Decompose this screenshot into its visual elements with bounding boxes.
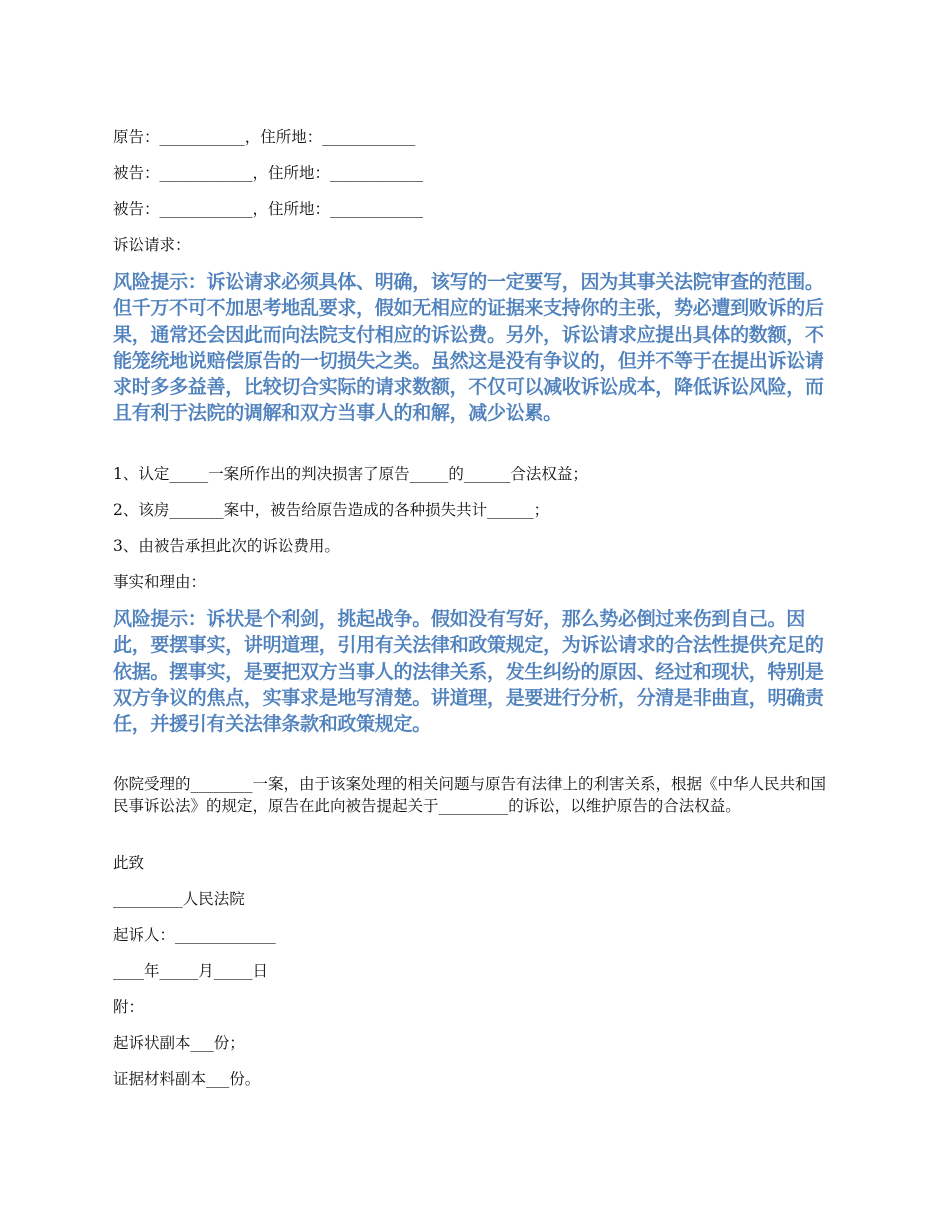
claims-heading: 诉讼请求： bbox=[113, 236, 191, 254]
facts-heading: 事实和理由： bbox=[113, 573, 207, 591]
petitioner-line: 起诉人：_____________ bbox=[113, 926, 276, 944]
date-line: ____年_____月_____日 bbox=[113, 962, 269, 980]
attachments-heading: 附： bbox=[113, 998, 145, 1016]
defendant-line-2: 被告：____________，住所地：____________ bbox=[113, 200, 424, 218]
claim-item-1: 1、认定_____一案所作出的判决损害了原告_____的______合法权益； bbox=[113, 465, 588, 483]
attachment-item-1: 起诉状副本___份； bbox=[113, 1034, 245, 1052]
claim-item-2: 2、该房_______案中，被告给原告造成的各种损失共计______； bbox=[113, 501, 550, 519]
defendant-line-1: 被告：____________，住所地：____________ bbox=[113, 164, 424, 182]
facts-body: 你院受理的________一案，由于该案处理的相关问题与原告有法律上的利害关系，根据《中华人民共和国民事诉讼法》的规定，原告在此向被告提起关于_________的诉讼，以维护原告的合法权益。 bbox=[113, 775, 827, 815]
court-line: _________人民法院 bbox=[113, 890, 245, 908]
claims-risk-tip: 风险提示：诉讼请求必须具体、明确，该写的一定要写，因为其事关法院审查的范围。但千万不可不加思考地乱要求，假如无相应的证据来支持你的主张，势必遭到败诉的后果，通常还会因此而向法院支付相应的诉讼费。另外，诉讼请求应提出具体的数额，不能笼统地说赔偿原告的一切损失之类。虽然这是没有争议的，但并不等于在提出诉讼请求时多多益善，比较切合实际的请求数额，不仅可以减收诉讼成本，降低诉讼风险，而且有利于法院的调解和双方当事人的和解，减少讼累。 bbox=[113, 271, 824, 425]
claim-item-3: 3、由被告承担此次的诉讼费用。 bbox=[113, 537, 340, 555]
salutation: 此致 bbox=[113, 854, 145, 872]
attachment-item-2: 证据材料副本___份。 bbox=[113, 1070, 261, 1088]
facts-risk-tip: 风险提示：诉状是个利剑，挑起战争。假如没有写好，那么势必倒过来伤到自己。因此，要摆事实，讲明道理，引用有关法律和政策规定，为诉讼请求的合法性提供充足的依据。摆事实，是要把双方当事人的法律关系，发生纠纷的原因、经过和现状，特别是双方争议的焦点，实事求是地写清楚。讲道理，是要进行分析，分清是非曲直，明确责任，并援引有关法律条款和政策规定。 bbox=[113, 608, 824, 736]
plaintiff-line: 原告：___________，住所地：____________ bbox=[113, 128, 416, 146]
